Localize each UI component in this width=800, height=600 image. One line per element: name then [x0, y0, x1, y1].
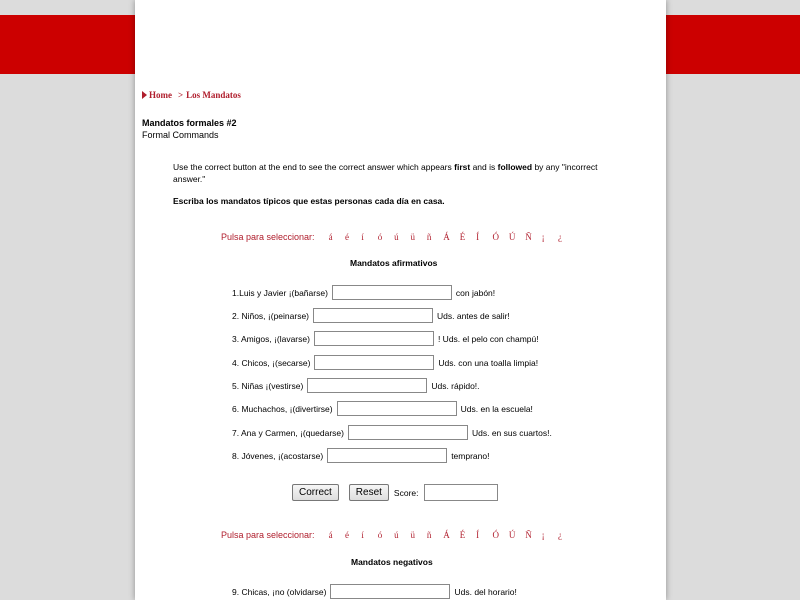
- question-prompt: 6. Muchachos, ¡(divertirse): [232, 403, 333, 414]
- question-prompt: 1.Luis y Javier ¡(bañarse): [232, 287, 328, 298]
- triangle-right-icon: [142, 91, 147, 99]
- section-heading-negative: Mandatos negativos: [351, 557, 433, 567]
- accent-char-button[interactable]: Ú: [508, 232, 516, 242]
- accent-char-button[interactable]: É: [459, 232, 466, 242]
- accent-char-button[interactable]: Ñ: [525, 530, 532, 540]
- accent-char-button[interactable]: Ú: [508, 530, 516, 540]
- accent-char-button[interactable]: Í: [476, 232, 480, 242]
- question-row: [232, 584, 517, 599]
- accent-char-button[interactable]: í: [361, 530, 364, 540]
- question-row: [232, 378, 480, 393]
- instructions-followed: followed: [497, 162, 533, 172]
- accent-char-button[interactable]: í: [361, 232, 364, 242]
- question-suffix: ! Uds. el pelo con champú!: [437, 333, 539, 344]
- answer-field[interactable]: [330, 584, 450, 599]
- question-prompt: 8. Jóvenes, ¡(acostarse): [232, 450, 324, 461]
- accent-char-button[interactable]: Á: [443, 530, 450, 540]
- accent-char-button[interactable]: é: [344, 530, 349, 540]
- lesson-subtitle: Formal Commands: [142, 130, 219, 140]
- breadcrumb-current-link[interactable]: Los Mandatos: [186, 90, 241, 100]
- lesson-title: Mandatos formales #2: [142, 118, 237, 128]
- question-suffix: Uds. antes de salir!: [437, 310, 510, 321]
- answer-field[interactable]: [307, 378, 427, 393]
- score-field[interactable]: [424, 484, 498, 501]
- instructions-part2: and is: [470, 162, 498, 172]
- reset-button[interactable]: Reset: [349, 484, 389, 501]
- answer-controls: [292, 484, 498, 501]
- question-row: [232, 355, 538, 370]
- question-suffix: Uds. rápido!.: [431, 380, 480, 391]
- question-suffix: temprano!: [451, 450, 490, 461]
- accent-char-button[interactable]: ó: [377, 530, 383, 540]
- breadcrumb-home-link[interactable]: Home: [149, 90, 172, 100]
- question-row: [232, 331, 539, 346]
- accent-char-button[interactable]: ü: [410, 232, 416, 242]
- accent-char-button[interactable]: é: [344, 232, 349, 242]
- accent-char-button[interactable]: Ñ: [525, 232, 532, 242]
- accent-char-button[interactable]: ¿: [558, 232, 563, 242]
- accent-char-button[interactable]: ú: [394, 232, 399, 242]
- answer-field[interactable]: [314, 355, 434, 370]
- question-prompt: 9. Chicas, ¡no (olvidarse): [232, 586, 327, 597]
- answer-field[interactable]: [337, 401, 457, 416]
- accent-char-button[interactable]: ñ: [426, 232, 432, 242]
- accent-char-button[interactable]: á: [328, 530, 333, 540]
- question-row: [232, 308, 510, 323]
- task-instruction: Escriba los mandatos típicos que estas personas cada día en casa.: [173, 196, 445, 206]
- answer-field[interactable]: [348, 425, 468, 440]
- answer-field[interactable]: [313, 308, 433, 323]
- question-prompt: 4. Chicos, ¡(secarse): [232, 357, 311, 368]
- section-heading-affirmative: Mandatos afirmativos: [350, 258, 438, 268]
- instructions: [173, 161, 613, 185]
- question-suffix: Uds. en sus cuartos!.: [471, 427, 552, 438]
- accent-char-button[interactable]: á: [328, 232, 333, 242]
- question-suffix: Uds. en la escuela!: [460, 403, 533, 414]
- accent-char-list: [329, 232, 575, 242]
- accent-char-button[interactable]: Á: [443, 232, 450, 242]
- accent-char-button[interactable]: ¿: [558, 530, 563, 540]
- accent-char-button[interactable]: É: [459, 530, 466, 540]
- accent-char-bar-2: [221, 530, 574, 540]
- accent-char-button[interactable]: Ó: [492, 530, 499, 540]
- answer-field[interactable]: [332, 285, 452, 300]
- correct-button[interactable]: Correct: [292, 484, 339, 501]
- accent-char-button[interactable]: Í: [476, 530, 480, 540]
- question-suffix: con jabón!: [455, 287, 496, 298]
- accent-char-button[interactable]: ñ: [426, 530, 432, 540]
- instructions-part3: by any "incorrect answer.": [173, 162, 598, 184]
- accent-char-button[interactable]: ¡: [541, 530, 545, 540]
- question-prompt: 3. Amigos, ¡(lavarse): [232, 333, 310, 344]
- instructions-first: first: [454, 162, 471, 172]
- accent-char-list: [329, 530, 575, 540]
- answer-field[interactable]: [314, 331, 434, 346]
- accent-bar-label: Pulsa para seleccionar:: [221, 530, 315, 540]
- accent-char-button[interactable]: Ó: [492, 232, 499, 242]
- question-suffix: Uds. del horario!: [454, 586, 517, 597]
- breadcrumb: [142, 90, 241, 100]
- question-row: [232, 448, 489, 463]
- accent-char-button[interactable]: ¡: [541, 232, 545, 242]
- question-row: [232, 285, 495, 300]
- accent-char-button[interactable]: ú: [394, 530, 399, 540]
- answer-field[interactable]: [327, 448, 447, 463]
- question-prompt: 5. Niñas ¡(vestirse): [232, 380, 304, 391]
- question-row: [232, 425, 552, 440]
- accent-char-bar: [221, 232, 574, 242]
- breadcrumb-separator: >: [178, 90, 184, 100]
- question-suffix: Uds. con una toalla limpia!: [438, 357, 539, 368]
- accent-char-button[interactable]: ü: [410, 530, 416, 540]
- question-prompt: 7. Ana y Carmen, ¡(quedarse): [232, 427, 344, 438]
- question-row: [232, 401, 533, 416]
- score-label: Score:: [393, 487, 419, 498]
- accent-char-button[interactable]: ó: [377, 232, 383, 242]
- instructions-part1: Use the correct button at the end to see the correct answer which appears: [173, 162, 455, 172]
- question-prompt: 2. Niños, ¡(peinarse): [232, 310, 310, 321]
- accent-bar-label: Pulsa para seleccionar:: [221, 232, 315, 242]
